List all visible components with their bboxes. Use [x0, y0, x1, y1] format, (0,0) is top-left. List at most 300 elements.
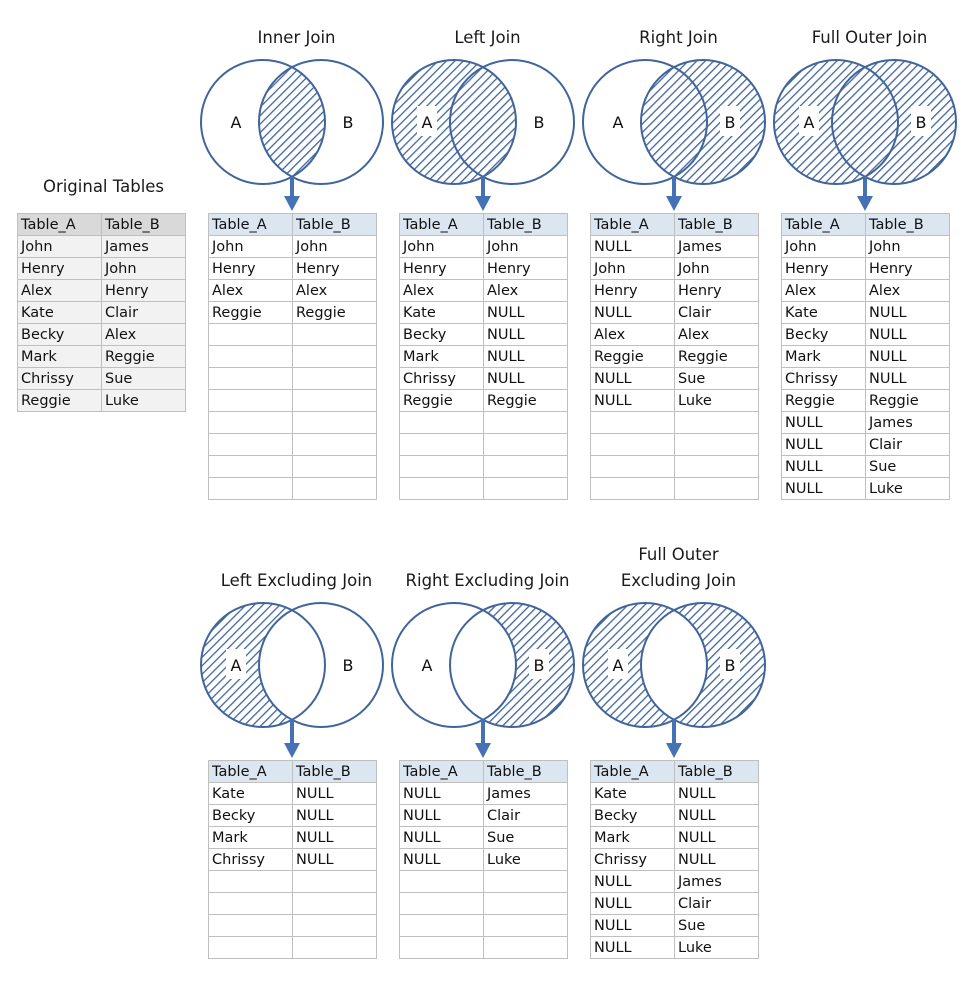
table-cell — [484, 893, 568, 915]
table-row — [400, 390, 568, 412]
table-cell: Henry — [209, 258, 293, 280]
table-cell — [400, 915, 484, 937]
table-cell: Chrissy — [782, 368, 866, 390]
empty-row — [209, 390, 377, 412]
table-cell — [293, 412, 377, 434]
table-row — [782, 456, 950, 478]
left-join-result-table — [399, 213, 568, 500]
table-cell — [293, 871, 377, 893]
table-cell — [400, 871, 484, 893]
table-cell — [484, 871, 568, 893]
empty-row — [209, 937, 377, 959]
table-cell — [209, 937, 293, 959]
column-header: Table_B — [484, 214, 568, 236]
table-row — [209, 280, 377, 302]
table-cell: Sue — [484, 827, 568, 849]
table-cell: Becky — [782, 324, 866, 346]
table-row — [18, 390, 186, 412]
arrow-down-icon — [857, 177, 873, 211]
table-cell: James — [102, 236, 186, 258]
table-cell: NULL — [293, 849, 377, 871]
table-cell: Sue — [866, 456, 950, 478]
table-cell — [591, 456, 675, 478]
table-cell: Luke — [675, 390, 759, 412]
table-cell: NULL — [866, 302, 950, 324]
table-row — [18, 302, 186, 324]
table-cell: NULL — [866, 324, 950, 346]
table-cell: Kate — [591, 783, 675, 805]
left-join-title: Left Join — [454, 28, 521, 47]
table-row — [400, 368, 568, 390]
table-cell: John — [484, 236, 568, 258]
table-cell: John — [591, 258, 675, 280]
table-cell: James — [675, 236, 759, 258]
table-row — [591, 783, 759, 805]
label-a: A — [421, 113, 433, 132]
full-outer-excluding-join-result-table — [590, 760, 759, 959]
arrow-down-icon — [284, 720, 300, 758]
table-cell: Luke — [102, 390, 186, 412]
table-row — [591, 893, 759, 915]
table-cell: Reggie — [102, 346, 186, 368]
table-cell: Clair — [866, 434, 950, 456]
table-row — [591, 915, 759, 937]
column-header: Table_B — [675, 761, 759, 783]
table-cell: Mark — [18, 346, 102, 368]
empty-row — [591, 434, 759, 456]
table-row — [782, 478, 950, 500]
empty-row — [209, 478, 377, 500]
table-row — [591, 805, 759, 827]
empty-row — [209, 915, 377, 937]
table-cell: Reggie — [209, 302, 293, 324]
table-cell: NULL — [866, 368, 950, 390]
table-cell: Luke — [484, 849, 568, 871]
label-b: B — [342, 113, 354, 132]
table-cell: NULL — [400, 849, 484, 871]
table-row — [591, 937, 759, 959]
table-cell: Henry — [293, 258, 377, 280]
table-header-row — [591, 761, 759, 783]
table-cell: James — [484, 783, 568, 805]
table-row — [400, 827, 568, 849]
table-cell — [293, 324, 377, 346]
empty-row — [209, 324, 377, 346]
table-cell: NULL — [782, 478, 866, 500]
table-cell: NULL — [484, 302, 568, 324]
table-cell: Alex — [400, 280, 484, 302]
table-row — [782, 368, 950, 390]
table-cell: Henry — [675, 280, 759, 302]
table-cell — [293, 346, 377, 368]
table-cell: NULL — [591, 236, 675, 258]
table-cell: Chrissy — [591, 849, 675, 871]
table-row — [591, 827, 759, 849]
table-cell: Clair — [675, 893, 759, 915]
arrow-down-icon — [475, 177, 491, 211]
table-cell: NULL — [591, 368, 675, 390]
table-cell — [293, 368, 377, 390]
table-cell: Reggie — [591, 346, 675, 368]
label-a: A — [612, 113, 624, 132]
table-cell — [209, 324, 293, 346]
table-cell: Reggie — [675, 346, 759, 368]
table-cell: Alex — [484, 280, 568, 302]
empty-row — [400, 893, 568, 915]
table-cell: NULL — [400, 805, 484, 827]
table-cell: NULL — [591, 915, 675, 937]
table-cell: Clair — [102, 302, 186, 324]
table-cell: Kate — [209, 783, 293, 805]
empty-row — [209, 456, 377, 478]
table-cell: NULL — [293, 783, 377, 805]
table-cell — [675, 434, 759, 456]
table-cell: James — [675, 871, 759, 893]
table-row — [591, 346, 759, 368]
column-header: Table_B — [102, 214, 186, 236]
empty-row — [400, 871, 568, 893]
table-cell: Mark — [209, 827, 293, 849]
table-row — [18, 236, 186, 258]
table-row — [591, 390, 759, 412]
table-cell: John — [866, 236, 950, 258]
table-cell: Henry — [484, 258, 568, 280]
table-cell: Sue — [675, 915, 759, 937]
table-row — [18, 346, 186, 368]
inner-join-title: Inner Join — [257, 28, 336, 47]
table-cell: Alex — [782, 280, 866, 302]
table-row — [209, 827, 377, 849]
table-cell — [400, 412, 484, 434]
table-row — [782, 324, 950, 346]
table-row — [400, 302, 568, 324]
table-cell: Henry — [18, 258, 102, 280]
empty-row — [209, 871, 377, 893]
table-row — [591, 324, 759, 346]
table-row — [400, 280, 568, 302]
right-excluding-join-venn-diagram — [392, 598, 582, 760]
full-outer-join-result-table — [781, 213, 950, 500]
table-row — [782, 236, 950, 258]
table-cell: Alex — [591, 324, 675, 346]
empty-row — [591, 456, 759, 478]
full-outer-excluding-join-title: Excluding Join — [620, 571, 737, 590]
table-cell — [484, 434, 568, 456]
empty-row — [209, 368, 377, 390]
table-row — [209, 805, 377, 827]
full-outer-join-title: Full Outer Join — [811, 28, 928, 47]
table-header-row — [400, 761, 568, 783]
table-row — [400, 783, 568, 805]
table-cell — [484, 937, 568, 959]
empty-row — [400, 412, 568, 434]
table-row — [782, 258, 950, 280]
table-cell: Alex — [102, 324, 186, 346]
table-cell: NULL — [782, 456, 866, 478]
table-cell — [209, 390, 293, 412]
table-cell: Clair — [675, 302, 759, 324]
table-row — [400, 236, 568, 258]
table-header-row — [400, 214, 568, 236]
table-cell — [591, 412, 675, 434]
table-cell: Alex — [866, 280, 950, 302]
table-cell — [591, 478, 675, 500]
arrow-down-icon — [666, 177, 682, 211]
table-row — [782, 412, 950, 434]
table-row — [209, 849, 377, 871]
table-header-row — [591, 214, 759, 236]
table-row — [400, 258, 568, 280]
table-cell: Reggie — [484, 390, 568, 412]
table-row — [591, 368, 759, 390]
table-cell: Chrissy — [209, 849, 293, 871]
table-cell — [400, 937, 484, 959]
table-cell: NULL — [675, 805, 759, 827]
arrow-down-icon — [284, 177, 300, 211]
column-header: Table_A — [209, 214, 293, 236]
table-cell — [675, 412, 759, 434]
table-cell: NULL — [591, 390, 675, 412]
table-cell — [293, 456, 377, 478]
table-cell: Alex — [18, 280, 102, 302]
table-cell: NULL — [484, 368, 568, 390]
table-cell: NULL — [675, 849, 759, 871]
table-row — [209, 302, 377, 324]
table-row — [209, 258, 377, 280]
empty-row — [591, 478, 759, 500]
table-row — [209, 236, 377, 258]
table-cell — [675, 456, 759, 478]
label-b: B — [342, 656, 354, 675]
column-header: Table_A — [591, 214, 675, 236]
table-cell — [293, 434, 377, 456]
table-row — [782, 346, 950, 368]
table-row — [591, 302, 759, 324]
table-cell: NULL — [675, 783, 759, 805]
column-header: Table_A — [400, 761, 484, 783]
table-cell: Mark — [782, 346, 866, 368]
table-row — [782, 302, 950, 324]
original-tables — [17, 213, 186, 412]
empty-row — [400, 456, 568, 478]
table-cell: NULL — [782, 434, 866, 456]
table-cell: NULL — [591, 937, 675, 959]
table-cell: NULL — [484, 346, 568, 368]
empty-row — [209, 893, 377, 915]
table-cell: Becky — [400, 324, 484, 346]
table-cell: NULL — [293, 827, 377, 849]
table-cell: NULL — [293, 805, 377, 827]
table-cell: NULL — [782, 412, 866, 434]
original-tables-title: Original Tables — [42, 177, 165, 196]
left-excluding-join-result-table — [208, 760, 377, 959]
empty-row — [400, 915, 568, 937]
table-cell: John — [400, 236, 484, 258]
table-cell: Kate — [782, 302, 866, 324]
table-cell — [209, 346, 293, 368]
table-cell: Alex — [675, 324, 759, 346]
table-row — [782, 434, 950, 456]
table-row — [782, 390, 950, 412]
table-cell: NULL — [484, 324, 568, 346]
table-header-row — [209, 761, 377, 783]
table-cell: Becky — [209, 805, 293, 827]
table-row — [591, 280, 759, 302]
table-cell: John — [293, 236, 377, 258]
table-cell — [293, 915, 377, 937]
table-cell: Henry — [782, 258, 866, 280]
table-cell: Clair — [484, 805, 568, 827]
column-header: Table_A — [209, 761, 293, 783]
right-join-result-table — [590, 213, 759, 500]
table-cell — [484, 915, 568, 937]
right-excluding-join-result-table — [399, 760, 568, 959]
table-cell: John — [209, 236, 293, 258]
table-cell — [591, 434, 675, 456]
table-row — [591, 236, 759, 258]
table-cell: NULL — [400, 783, 484, 805]
table-cell: Reggie — [293, 302, 377, 324]
label-a: A — [803, 113, 815, 132]
label-b: B — [915, 113, 927, 132]
column-header: Table_B — [484, 761, 568, 783]
table-cell: NULL — [591, 871, 675, 893]
table-header-row — [18, 214, 186, 236]
table-row — [18, 258, 186, 280]
table-cell — [293, 893, 377, 915]
table-cell — [484, 478, 568, 500]
table-cell — [293, 937, 377, 959]
table-cell: Luke — [675, 937, 759, 959]
inner-join-result-table — [208, 213, 377, 500]
table-cell: Kate — [400, 302, 484, 324]
column-header: Table_A — [591, 761, 675, 783]
table-cell: John — [782, 236, 866, 258]
column-header: Table_B — [675, 214, 759, 236]
table-cell — [209, 456, 293, 478]
empty-row — [209, 346, 377, 368]
column-header: Table_A — [18, 214, 102, 236]
full-outer-excluding-join-title: Full Outer — [638, 545, 719, 564]
table-row — [400, 346, 568, 368]
table-cell: Sue — [102, 368, 186, 390]
right-join-title: Right Join — [639, 28, 718, 47]
table-cell — [400, 456, 484, 478]
label-a: A — [230, 656, 242, 675]
right-excluding-join-title: Right Excluding Join — [405, 571, 570, 590]
label-a: A — [612, 656, 624, 675]
table-cell — [400, 478, 484, 500]
table-cell — [400, 434, 484, 456]
table-cell: Henry — [591, 280, 675, 302]
table-cell — [484, 456, 568, 478]
left-excluding-join-title: Left Excluding Join — [220, 571, 373, 590]
label-a: A — [230, 113, 242, 132]
left-excluding-join-venn-diagram — [201, 598, 391, 760]
inner-join-venn-diagram — [201, 55, 391, 213]
table-cell: Becky — [18, 324, 102, 346]
table-cell: Mark — [400, 346, 484, 368]
table-cell — [209, 871, 293, 893]
table-cell — [293, 390, 377, 412]
arrow-down-icon — [666, 720, 682, 758]
table-cell: NULL — [591, 893, 675, 915]
table-cell: NULL — [675, 827, 759, 849]
table-row — [18, 280, 186, 302]
full-outer-join-venn-diagram — [774, 55, 964, 213]
table-cell: Sue — [675, 368, 759, 390]
table-cell: NULL — [591, 302, 675, 324]
table-cell: John — [675, 258, 759, 280]
column-header: Table_A — [782, 214, 866, 236]
table-cell: John — [102, 258, 186, 280]
column-header: Table_A — [400, 214, 484, 236]
column-header: Table_B — [293, 214, 377, 236]
table-cell — [209, 915, 293, 937]
table-cell: Henry — [866, 258, 950, 280]
table-cell: Kate — [18, 302, 102, 324]
table-cell: Reggie — [400, 390, 484, 412]
table-cell — [209, 478, 293, 500]
table-cell: NULL — [400, 827, 484, 849]
table-row — [18, 324, 186, 346]
full-outer-excluding-join-venn-diagram — [583, 598, 773, 760]
empty-row — [209, 434, 377, 456]
right-join-venn-diagram — [583, 55, 773, 213]
left-join-venn-diagram — [392, 55, 582, 213]
table-cell: Henry — [400, 258, 484, 280]
table-cell: Becky — [591, 805, 675, 827]
table-row — [782, 280, 950, 302]
table-cell: James — [866, 412, 950, 434]
column-header: Table_B — [293, 761, 377, 783]
empty-row — [209, 412, 377, 434]
empty-row — [400, 478, 568, 500]
table-cell — [209, 893, 293, 915]
table-cell: Henry — [102, 280, 186, 302]
empty-row — [591, 412, 759, 434]
table-cell: Reggie — [782, 390, 866, 412]
table-cell: Alex — [293, 280, 377, 302]
table-cell — [400, 893, 484, 915]
table-cell — [209, 412, 293, 434]
empty-row — [400, 937, 568, 959]
label-b: B — [533, 113, 545, 132]
table-cell: Reggie — [18, 390, 102, 412]
table-cell: Alex — [209, 280, 293, 302]
table-cell — [293, 478, 377, 500]
label-b: B — [533, 656, 545, 675]
table-header-row — [209, 214, 377, 236]
table-cell: NULL — [866, 346, 950, 368]
column-header: Table_B — [866, 214, 950, 236]
table-row — [591, 849, 759, 871]
table-row — [400, 324, 568, 346]
table-row — [591, 871, 759, 893]
label-b: B — [724, 656, 736, 675]
table-cell: Reggie — [866, 390, 950, 412]
table-row — [400, 805, 568, 827]
table-cell: Mark — [591, 827, 675, 849]
label-a: A — [421, 656, 433, 675]
table-cell: Luke — [866, 478, 950, 500]
arrow-down-icon — [475, 720, 491, 758]
table-cell: John — [18, 236, 102, 258]
label-b: B — [724, 113, 736, 132]
table-cell — [484, 412, 568, 434]
table-cell: Chrissy — [400, 368, 484, 390]
table-row — [18, 368, 186, 390]
